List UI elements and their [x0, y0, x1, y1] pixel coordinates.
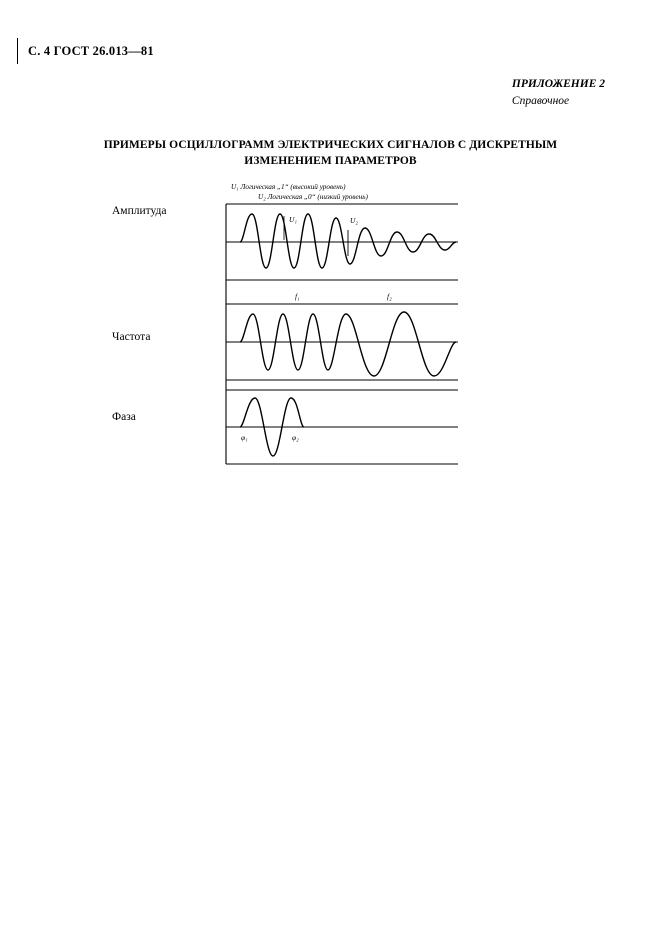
legend-logical-one: U₁ Логическая „1“ (высокий уровень) — [231, 183, 346, 191]
annotation-f2: f₂ — [387, 292, 392, 301]
row-label-phase: Фаза — [112, 411, 136, 423]
annotation-f1: f₁ — [295, 292, 300, 301]
page-title-line-1: ПРИМЕРЫ ОСЦИЛЛОГРАММ ЭЛЕКТРИЧЕСКИХ СИГНАЛОВ С ДИСКРЕТНЫМ — [103, 139, 558, 151]
appendix-subtitle: Справочное — [511, 94, 570, 107]
row-label-amplitude: Амплитуда — [112, 205, 167, 217]
annotation-phi1: φ₁ — [241, 433, 248, 442]
appendix-block — [512, 76, 605, 109]
annotation-u2: U₂ — [350, 216, 359, 225]
figure-oscillograms — [112, 183, 532, 471]
annotation-u1: U₁ — [289, 215, 298, 224]
page-title-line-2: ИЗМЕНЕНИЕМ ПАРАМЕТРОВ — [244, 154, 417, 167]
legend-logical-zero: U₂ Логическая „0“ (низкий уровень) — [258, 193, 368, 201]
appendix-title: ПРИЛОЖЕНИЕ 2 — [511, 78, 605, 90]
oscillogram-diagram — [222, 194, 462, 469]
page-title — [0, 138, 661, 169]
page-spine-mark — [17, 38, 18, 64]
annotation-phi2: φ₂ — [292, 433, 299, 442]
row-label-frequency: Частота — [112, 331, 151, 343]
page-header: С. 4 ГОСТ 26.013—81 — [28, 44, 154, 58]
